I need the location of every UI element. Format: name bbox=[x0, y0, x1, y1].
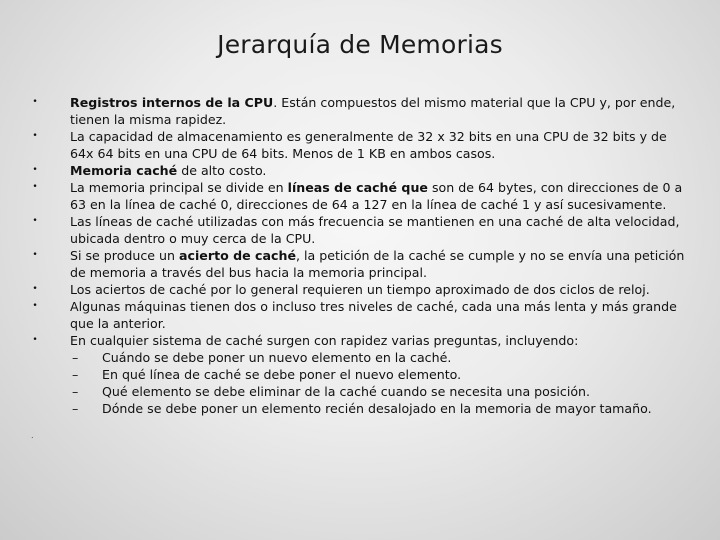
bullet-icon: • bbox=[32, 97, 38, 107]
dash-icon: – bbox=[72, 401, 79, 416]
item-text: La capacidad de almacenamiento es generalmente de 32 x 32 bits en una CPU de 32 bits y de 64x 64 bits en una CPU de 64 bits. Menos de 1 KB en ambos casos. bbox=[70, 129, 667, 161]
list-item bbox=[24, 298, 694, 332]
slide-title: Jerarquía de Memorias bbox=[217, 30, 503, 59]
bold-term: líneas de caché que bbox=[287, 180, 428, 195]
item-text: de alto costo. bbox=[177, 163, 267, 178]
sub-list-item bbox=[24, 366, 694, 383]
list-item bbox=[24, 128, 694, 162]
item-text: son de 64 bytes, con direcciones de 0 a 63 en la línea de caché 0, direcciones de 64 a 127 en la línea de caché 1 y así sucesivamente. bbox=[70, 180, 683, 212]
list-item bbox=[24, 332, 694, 349]
sub-list-item bbox=[24, 400, 694, 417]
list-item bbox=[24, 179, 694, 213]
bold-term: Memoria caché bbox=[70, 163, 178, 178]
list-item bbox=[24, 162, 694, 179]
bold-term: Registros internos de la CPU bbox=[70, 95, 274, 110]
bullet-icon: • bbox=[32, 301, 38, 311]
item-text: Si se produce un bbox=[70, 248, 180, 263]
sub-list-item bbox=[24, 383, 694, 400]
list-item bbox=[24, 247, 694, 281]
list-item bbox=[24, 94, 694, 128]
bullet-icon: • bbox=[32, 131, 38, 141]
list-item bbox=[24, 281, 694, 298]
dash-icon: – bbox=[72, 350, 79, 365]
bullet-icon: • bbox=[32, 216, 38, 226]
dash-icon: – bbox=[72, 384, 79, 399]
bold-term: acierto de caché bbox=[179, 248, 296, 263]
bullet-icon: • bbox=[32, 284, 38, 294]
item-text: Algunas máquinas tienen dos o incluso tres niveles de caché, cada una más lenta y más grande que la anterior. bbox=[70, 299, 677, 331]
sub-item-text: Cuándo se debe poner un nuevo elemento en la caché. bbox=[102, 350, 452, 365]
item-text: . Están compuestos del mismo material que la CPU y, por ende, tienen la misma rapidez. bbox=[70, 95, 676, 127]
bullet-icon: • bbox=[32, 165, 38, 175]
stray-dot: . bbox=[31, 431, 34, 440]
list-item bbox=[24, 213, 694, 247]
bullet-icon: • bbox=[32, 335, 38, 345]
item-text: Los aciertos de caché por lo general requieren un tiempo aproximado de dos ciclos de reloj. bbox=[70, 282, 650, 297]
bullet-icon: • bbox=[32, 182, 38, 192]
sub-item-text: Dónde se debe poner un elemento recién desalojado en la memoria de mayor tamaño. bbox=[102, 401, 652, 416]
sub-item-text: Qué elemento se debe eliminar de la caché cuando se necesita una posición. bbox=[102, 384, 591, 399]
sub-item-text: En qué línea de caché se debe poner el nuevo elemento. bbox=[102, 367, 462, 382]
bullet-list bbox=[24, 94, 694, 417]
dash-icon: – bbox=[72, 367, 79, 382]
item-text: Las líneas de caché utilizadas con más frecuencia se mantienen en una caché de alta velocidad, ubicada dentro o muy cerca de la CPU. bbox=[70, 214, 680, 246]
item-text: , la petición de la caché se cumple y no se envía una petición de memoria a través del bus hacia la memoria principal. bbox=[70, 248, 685, 280]
item-text: En cualquier sistema de caché surgen con rapidez varias preguntas, incluyendo: bbox=[70, 333, 579, 348]
bullet-icon: • bbox=[32, 250, 38, 260]
item-text: La memoria principal se divide en bbox=[70, 180, 288, 195]
sub-list-item bbox=[24, 349, 694, 366]
